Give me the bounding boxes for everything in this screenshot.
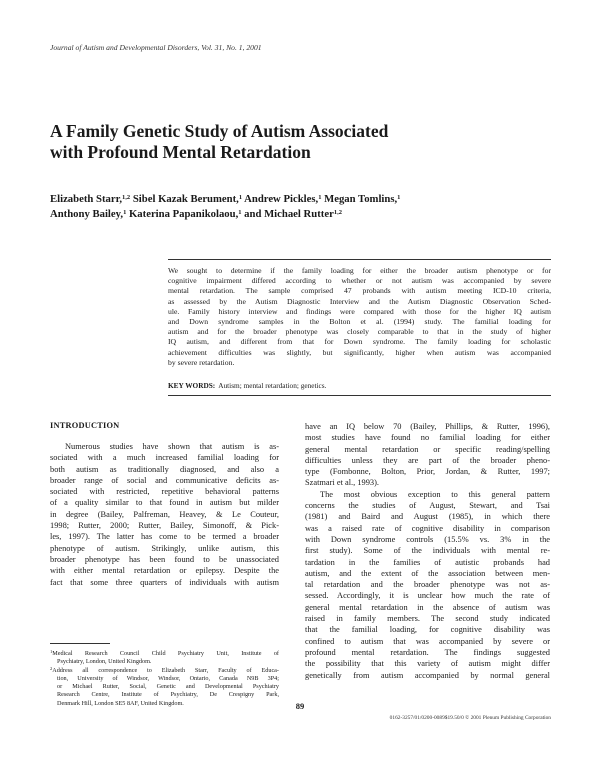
author-line xyxy=(50,207,570,222)
footnote-line: Denmark Hill, London SE5 8AF, United Kingdom. xyxy=(57,699,184,707)
keywords-label: KEY WORDS: xyxy=(168,381,216,390)
body-line: raised in family members. The second study indicated xyxy=(305,614,550,624)
abstract-line: IQ autism, and different from that for Down syndrome. The family loading for scholastic xyxy=(168,337,551,347)
footnotes xyxy=(50,650,279,708)
body-line: The most obvious exception to this general pattern xyxy=(320,489,550,499)
abstract-line: as assessed by the Autism Diagnostic Interview and the Autism Diagnostic Observation Sched- xyxy=(168,296,551,306)
body-line: difficulties unless they are part of the broader pheno- xyxy=(305,455,550,465)
author-name: Sibel Kazak Berument, xyxy=(130,193,239,205)
author-affiliation: 1 xyxy=(238,209,242,216)
abstract-bottom-rule xyxy=(168,395,551,396)
footnote-line: $^2$Address all correspondence to Elizabeth Starr, Faculty of Educa- xyxy=(50,665,279,674)
body-line: concerns the studies of August, Stewart, and Tsai xyxy=(305,501,550,511)
body-line: general mental retardation or specific reading/spelling xyxy=(305,444,550,454)
author-name: Elizabeth Starr, xyxy=(50,193,123,205)
body-line: tardation in the families of autistic probands had xyxy=(305,557,550,567)
author-affiliation: 1 xyxy=(397,194,401,201)
title-line: A Family Genetic Study of Autism Associated xyxy=(50,121,389,141)
author-line xyxy=(50,192,570,207)
body-line: sociated with a much increased familial loading for xyxy=(50,453,279,463)
author-affiliation: 1,2 xyxy=(333,209,342,216)
author-affiliation: 1,2 xyxy=(122,194,131,201)
body-line: genetically from autism accompanied by normal general xyxy=(305,670,550,680)
author-name: and Michael Rutter xyxy=(241,208,334,220)
right-column xyxy=(305,421,550,681)
body-line: (1981) and Baird and August (1985), in which there xyxy=(305,512,550,522)
body-line: first study). Some of the individuals with mental re- xyxy=(305,546,550,556)
abstract-line: We sought to determine if the family loading for either the broader autism phenotype or for xyxy=(168,266,551,275)
journal-citation: Journal of Autism and Developmental Disorders, Vol. 31, No. 1, 2001 xyxy=(50,43,262,52)
author-name: Andrew Pickles, xyxy=(242,193,319,205)
body-line: 1998; Rutter, 2000; Rutter, Bailey, Simonoff, & Pick- xyxy=(50,521,279,531)
abstract-line: autism and for the broader phenotype was closely comparable to that in the study of higher xyxy=(168,327,551,337)
body-line: that the familial loading, for cognitive disability was xyxy=(305,625,550,635)
body-line: type (Fombonne, Bolton, Prior, Jordan, & Rutter, 1997; xyxy=(305,467,550,477)
author-affiliation: 1 xyxy=(318,194,322,201)
title-line: with Profound Mental Retardation xyxy=(50,142,311,162)
footnote-line: $^1$Medical Research Council Child Psychiatry Unit, Institute of xyxy=(50,649,279,657)
author-name: Megan Tomlins, xyxy=(321,193,398,205)
body-line: phenotype of autism. Strikingly, unlike autism, this xyxy=(50,543,279,553)
body-line: fact that some three quarters of individuals with autism xyxy=(50,577,279,587)
keywords xyxy=(168,381,551,390)
paper-title xyxy=(50,121,550,163)
body-line: autism, and the extent of the association between men- xyxy=(305,568,550,578)
author-affiliation: 1 xyxy=(238,194,243,201)
body-line: Szatmari et al., 1993). xyxy=(305,478,379,488)
footnote-marker: 1 xyxy=(50,649,53,654)
body-line: sessed. Accordingly, it is unclear how much the rate of xyxy=(305,591,550,601)
footnote-rule xyxy=(50,643,110,644)
body-line: the possibility that this variety of autism might differ xyxy=(305,659,550,669)
body-line: tal retardation and the broader phenotype was not as- xyxy=(305,580,550,590)
abstract-line: achievement difficulties was slightly, but significantly, higher when autism was accompanied xyxy=(168,347,551,357)
footnote-line: Psychiatry, London, United Kingdom. xyxy=(57,658,152,666)
body-line: confined to autism that was accompanied by severe or xyxy=(305,636,550,646)
abstract xyxy=(168,266,551,368)
body-line: general mental retardation in the absence of autism was xyxy=(305,602,550,612)
body-line: both autism as traditionally diagnosed, and also a xyxy=(50,464,279,474)
author-name: Anthony Bailey, xyxy=(50,208,124,220)
footnote xyxy=(50,650,279,667)
copyright-line: 0162-3257/01/0200-0089$19.50/0 © 2001 Plenum Publishing Corporation xyxy=(389,715,551,721)
abstract-line: ule. Family history interview and findings were compared with those for the higher IQ autism xyxy=(168,306,551,316)
left-column xyxy=(50,441,279,588)
footnote-line: or Michael Rutter, Social, Genetic and Developmental Psychiatry xyxy=(57,683,279,691)
body-line: Numerous studies have shown that autism is as- xyxy=(65,442,279,451)
body-line: with Down syndrome controls (15.5% vs. 3% in the xyxy=(305,534,550,544)
page-number: 89 xyxy=(295,701,305,711)
author-list xyxy=(50,192,570,222)
abstract-line: mental retardation. The sample comprised 47 probands with autism meeting ICD-10 criteria, xyxy=(168,286,551,296)
author-name: Katerina Papanikolaou, xyxy=(126,208,239,220)
body-line: of a quality similar to that found in autism but milder xyxy=(50,498,279,508)
body-line: les, 1997). The latter has come to be termed a broader xyxy=(50,532,279,542)
body-line: with either mental retardation or epilepsy. Despite the xyxy=(50,566,279,576)
abstract-line: and Down syndrome samples in the Bolton et al. (1994) study. The familial loading for xyxy=(168,317,551,327)
author-affiliation: 1 xyxy=(123,209,127,216)
body-line: broader phenotype has been found to be unassociated xyxy=(50,554,279,564)
keywords-text: Autism; mental retardation; genetics. xyxy=(218,381,327,390)
body-line: most studies have found no familial loading for either xyxy=(305,433,550,443)
body-line: profound mental retardation. The findings suggested xyxy=(305,647,550,657)
body-line: broader range of social and communicative deficits as- xyxy=(50,475,279,485)
body-line: sociated with restricted, repetitive behavioral patterns xyxy=(50,487,279,497)
body-line: in degree (Bailey, Palfreman, Heavey, & Le Couteur, xyxy=(50,509,279,519)
section-heading: INTRODUCTION xyxy=(50,421,120,430)
body-line: was a raised rate of cognitive disability in comparison xyxy=(305,523,550,533)
abstract-line: by severe retardation. xyxy=(168,357,235,367)
footnote-line: tion, University of Windsor, Windsor, Ontario, Canada N9B 3P4; xyxy=(57,674,279,682)
footnote-line: Research Centre, Institute of Psychiatry, De Crespigny Park, xyxy=(57,691,279,699)
abstract-top-rule xyxy=(168,259,551,260)
body-line: have an IQ below 70 (Bailey, Phillips, & Rutter, 1996), xyxy=(305,422,550,431)
footnote-marker: 2 xyxy=(50,665,53,671)
abstract-line: cognitive impairment differed according to whether or not autism was accompanied by severe xyxy=(168,276,551,286)
